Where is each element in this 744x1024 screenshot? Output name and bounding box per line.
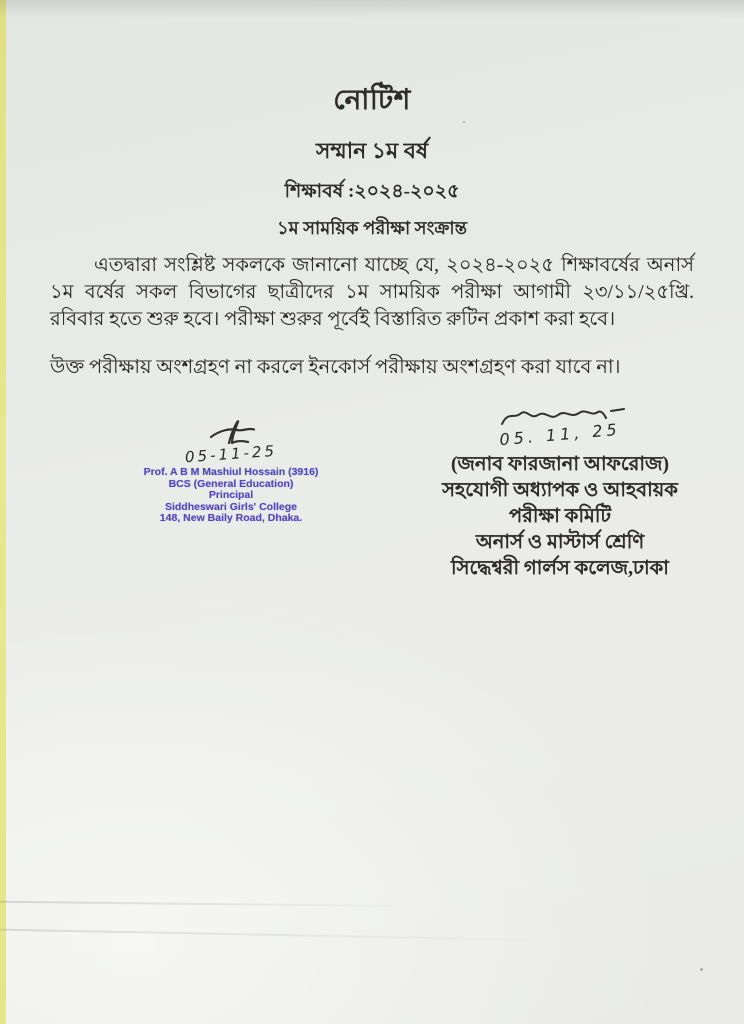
stamp-line-institution: Siddheswari Girls' College	[164, 500, 298, 513]
notice-subtitle-session: শিক্ষাবর্ষ :২০২৪-২০২৫	[284, 181, 460, 202]
principal-office-stamp	[133, 467, 329, 525]
convener-institution: সিদ্ধেশ্বরী গার্লস কলেজ,ঢাকা	[451, 558, 669, 579]
scan-top-shadow	[0, 0, 744, 18]
notice-paragraph-incourse-warning: উক্ত পরীক্ষায় অংশগ্রহণ না করলে ইনকোর্স পরীক্ষায় অংশগ্রহণ করা যাবে না।	[50, 357, 621, 378]
stamp-line-address: 148, New Baily Road, Dhaka.	[159, 512, 303, 524]
principal-handwritten-date: 05-11-25	[184, 441, 278, 467]
paper-crease	[0, 929, 560, 942]
notice-subtitle-program: সম্মান ১ম বর্ষ	[315, 138, 429, 163]
convener-committee: পরীক্ষা কমিটি	[508, 506, 612, 527]
convener-name: (জনাব ফারজানা আফরোজ)	[450, 454, 670, 475]
stamp-line-name: Prof. A B M Mashiul Hossain (3916)	[143, 466, 319, 478]
principal-signature-block	[133, 413, 329, 525]
notice-paragraph-announcement: এতদ্বারা সংশ্লিষ্ট সকলকে জানানো যাচ্ছে যে, ২০২৪-২০২৫ শিক্ষাবর্ষের অনার্স ১ম বর্ষের সকল বিভাগের ছাত্রীদের ১ম সাময়িক পরীক্ষা আগামী ২৩/১১/২৫খ্রি. রবিবার হতে শুরু হবে। পরীক্ষা শুরুর পূর্বেই বিস্তারিত রুটিন প্রকাশ করা হবে।	[50, 255, 694, 330]
convener-signature-block	[422, 401, 698, 582]
convener-identity-lines	[422, 452, 698, 582]
notice-subtitle-subject: ১ম সাময়িক পরীক্ষা সংক্রান্ত	[276, 218, 467, 238]
convener-program: অনার্স ও মাস্টার্স শ্রেণি	[475, 532, 645, 553]
stamp-line-cadre: BCS (General Education)	[168, 477, 294, 490]
principal-signature-ink	[199, 413, 263, 447]
stamp-line-designation: Principal	[208, 489, 254, 501]
convener-handwritten-date: 05. 11, 25	[498, 419, 622, 450]
scan-speck	[700, 968, 703, 971]
notice-header	[0, 78, 744, 245]
notice-body	[50, 252, 694, 381]
notice-title: নোটিশ	[333, 85, 411, 116]
paper-crease	[0, 901, 420, 907]
convener-designation: সহযোগী অধ্যাপক ও আহবায়ক	[442, 480, 678, 501]
